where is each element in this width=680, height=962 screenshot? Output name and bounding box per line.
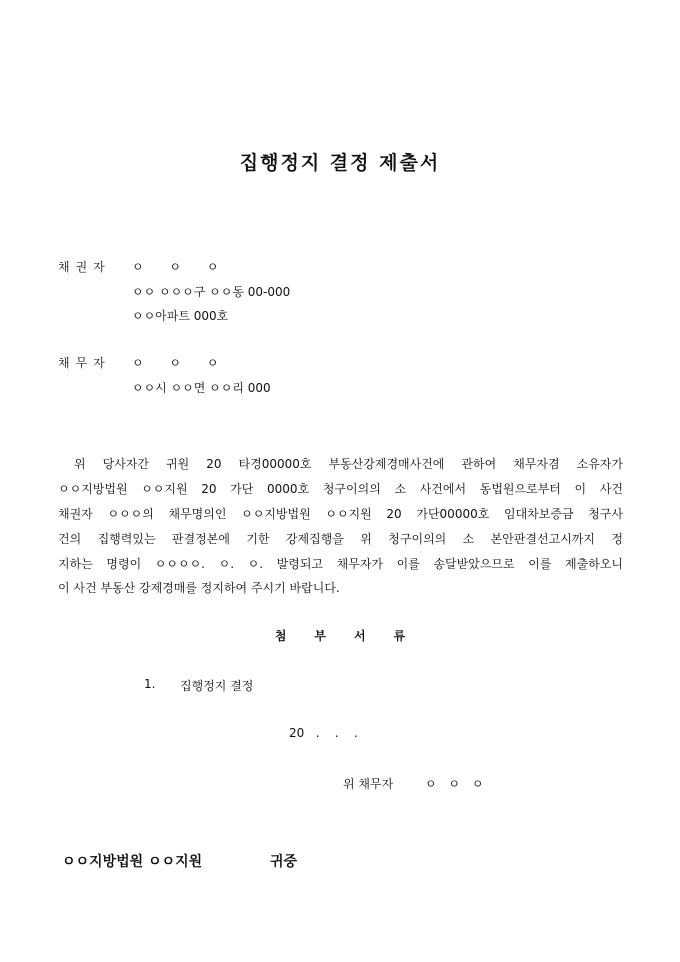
body-line: 지하는 명령이 ㅇㅇㅇㅇ. ㅇ. ㅇ. 발령되고 채무자가 이를 송달받았으므로 이를 제출하오니: [58, 557, 623, 571]
creditor-address-line1: ㅇㅇ ㅇㅇㅇ구 ㅇㅇ동 00-000: [132, 285, 291, 299]
creditor-name: ㅇ ㅇ ㅇ: [132, 260, 219, 274]
attachment-text: 집행정지 결정: [180, 679, 254, 693]
debtor-name: ㅇ ㅇ ㅇ: [132, 356, 219, 370]
debtor-label: 채무자: [58, 356, 111, 370]
body-line: 건의 집행력있는 판결정본에 기한 강제집행을 위 청구이의의 소 본안판결선고시까지 정: [58, 532, 623, 546]
body-line: 채권자 ㅇㅇㅇ의 채무명의인 ㅇㅇ지방법원 ㅇㅇ지원 20 가단00000호 임대차보증금 청구사: [58, 507, 623, 521]
recipient-court: ㅇㅇ지방법원 ㅇㅇ지원: [62, 854, 203, 870]
body-line: ㅇㅇ지방법원 ㅇㅇ지원 20 가단 0000호 청구이의의 소 사건에서 동법원으로부터 이 사건: [58, 482, 623, 496]
document-title: 집행정지 결정 제출서: [239, 152, 441, 174]
attachments-title: 첨부서류: [274, 629, 434, 643]
signature-name: ㅇ ㅇ ㅇ: [425, 777, 484, 791]
signature-role: 위 채무자: [343, 777, 394, 791]
creditor-address-line2: ㅇㅇ아파트 000호: [132, 309, 229, 323]
creditor-label: 채권자: [58, 260, 111, 274]
document-date: 20 . . .: [289, 726, 358, 740]
recipient-honorific: 귀중: [270, 854, 298, 870]
debtor-address-line1: ㅇㅇ시 ㅇㅇ면 ㅇㅇ리 000: [132, 381, 271, 395]
attachment-number: 1.: [144, 677, 156, 691]
body-line: 위 당사자간 귀원 20 타경00000호 부동산강제경매사건에 관하여 채무자겸 소유자가: [74, 457, 623, 471]
body-line: 이 사건 부동산 강제경매를 정지하여 주시기 바랍니다.: [58, 581, 340, 595]
